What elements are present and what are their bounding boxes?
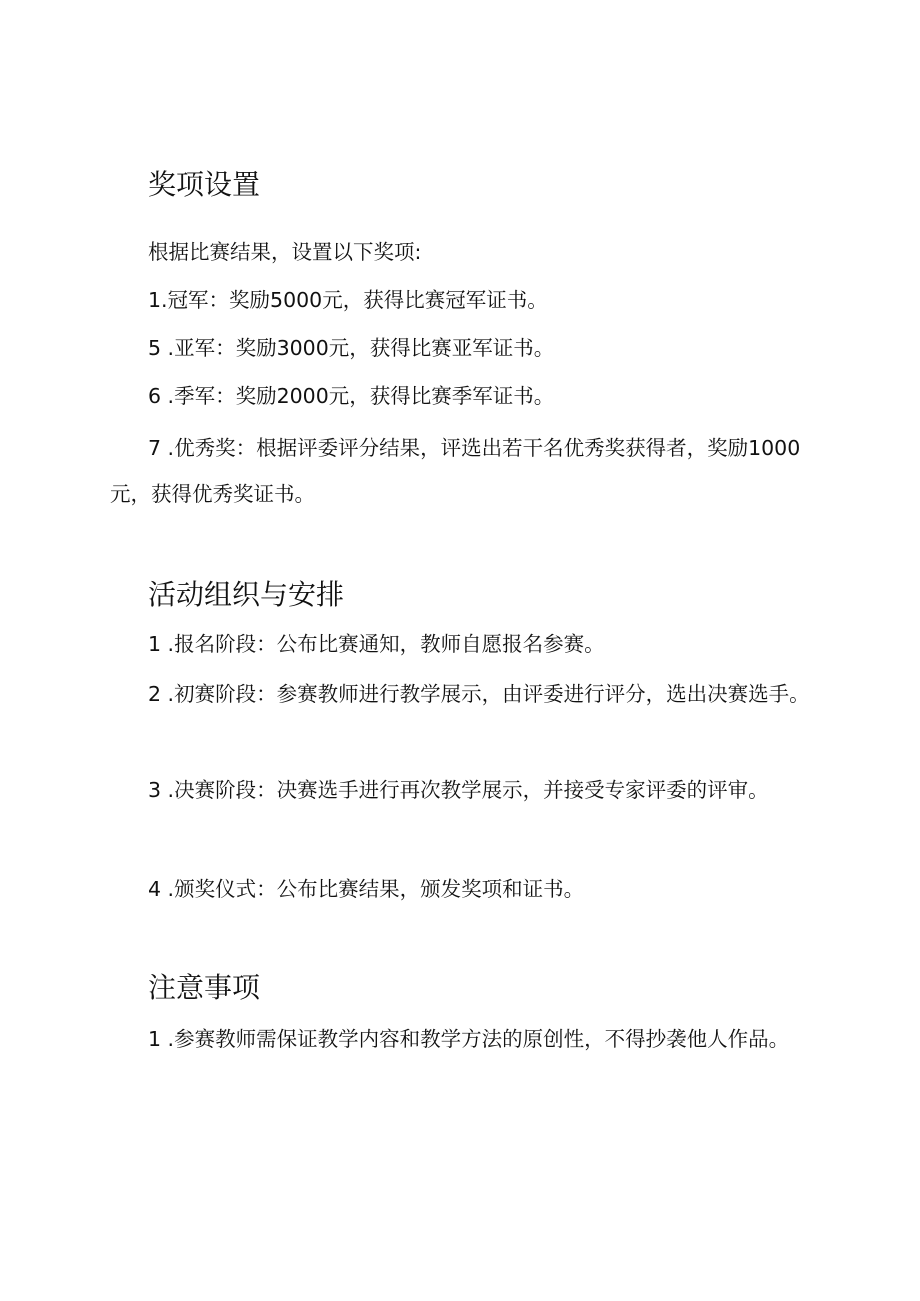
award-item-third-place: 6 .季军：奖励2000元，获得比赛季军证书。 xyxy=(148,384,555,408)
award-item-excellence: 7 .优秀奖：根据评委评分结果，评选出若干名优秀奖获得者，奖励1000元，获得优秀奖证书。 xyxy=(110,436,801,506)
organization-item-preliminary: 2 .初赛阶段：参赛教师进行教学展示，由评委进行评分，选出决赛选手。 xyxy=(148,682,810,706)
section-heading-notes: 注意事项 xyxy=(148,971,261,1004)
award-item-champion: 1.冠军：奖励5000元，获得比赛冠军证书。 xyxy=(148,288,548,312)
organization-item-ceremony: 4 .颁奖仪式：公布比赛结果，颁发奖项和证书。 xyxy=(148,877,585,901)
award-item-runner-up: 5 .亚军：奖励3000元，获得比赛亚军证书。 xyxy=(148,336,555,360)
organization-item-registration: 1 .报名阶段：公布比赛通知，教师自愿报名参赛。 xyxy=(148,632,605,656)
section-heading-organization: 活动组织与安排 xyxy=(148,578,345,611)
organization-item-final: 3 .决赛阶段：决赛选手进行再次教学展示，并接受专家评委的评审。 xyxy=(148,778,769,802)
awards-intro: 根据比赛结果，设置以下奖项: xyxy=(148,240,422,264)
section-heading-awards: 奖项设置 xyxy=(148,168,261,201)
notes-item-originality: 1 .参赛教师需保证教学内容和教学方法的原创性，不得抄袭他人作品。 xyxy=(148,1027,790,1051)
